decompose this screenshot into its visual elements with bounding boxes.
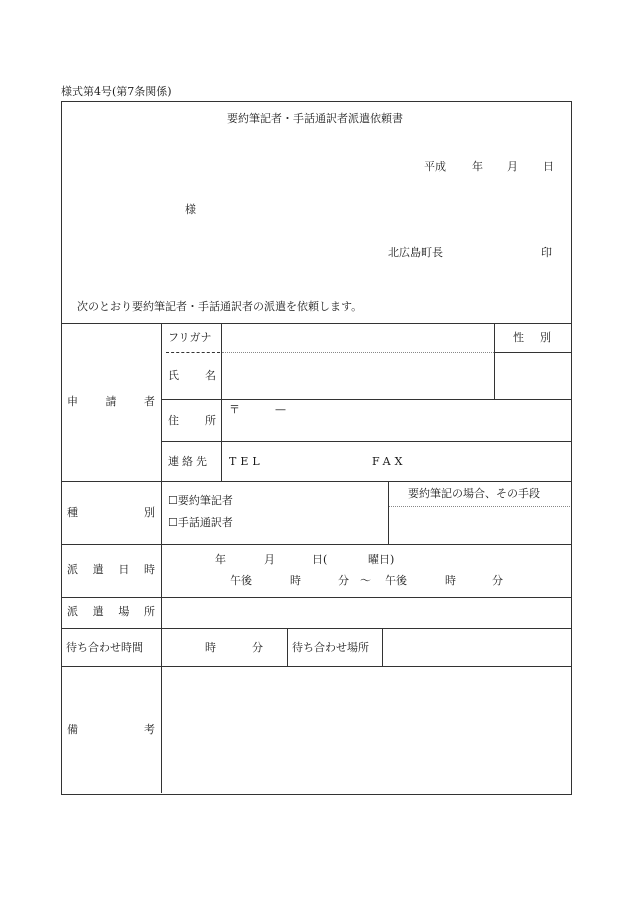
gender-field[interactable] bbox=[496, 353, 570, 398]
form-number: 様式第4号(第7条関係) bbox=[61, 85, 172, 98]
dispatch-place-label: 派 遣 場 所 bbox=[67, 605, 155, 618]
meeting-place-label: 待ち合わせ場所 bbox=[292, 641, 369, 654]
dispatch-minute-start: 分 bbox=[338, 574, 349, 587]
address-label: 住 所 bbox=[168, 414, 216, 427]
issuer-name: 北広島町長 bbox=[388, 246, 443, 259]
rule bbox=[221, 323, 222, 481]
dispatch-pm-end: 午後 bbox=[385, 574, 407, 587]
rule bbox=[161, 441, 571, 442]
furigana-label: フリガナ bbox=[168, 331, 212, 344]
furigana-field[interactable] bbox=[223, 324, 493, 352]
meeting-hour: 時 bbox=[205, 641, 216, 654]
remarks-label: 備 考 bbox=[67, 723, 155, 736]
addressee-suffix: 様 bbox=[185, 203, 196, 216]
gender-label: 性 別 bbox=[513, 331, 551, 344]
dispatch-month: 月 bbox=[264, 553, 275, 566]
rule bbox=[61, 544, 571, 545]
postal-dash: — bbox=[275, 403, 286, 416]
date-era: 平成 bbox=[424, 160, 446, 173]
dispatch-minute-end: 分 bbox=[492, 574, 503, 587]
date-day: 日 bbox=[543, 160, 554, 173]
dispatch-tilde: 〜 bbox=[360, 574, 371, 587]
intro-text: 次のとおり要約筆記者・手話通訳者の派遣を依頼します。 bbox=[77, 300, 363, 313]
dispatch-hour-start: 時 bbox=[290, 574, 301, 587]
rule bbox=[61, 481, 571, 482]
dispatch-place-field[interactable] bbox=[163, 599, 569, 627]
fax-label: FAX bbox=[372, 455, 407, 468]
name-label: 氏 名 bbox=[168, 369, 216, 382]
date-year: 年 bbox=[472, 160, 483, 173]
dispatch-pm-start: 午後 bbox=[230, 574, 252, 587]
method-label: 要約筆記の場合、その手段 bbox=[408, 487, 540, 500]
checkbox-icon[interactable]: ☐ bbox=[168, 494, 178, 507]
rule bbox=[494, 323, 495, 399]
meeting-minute: 分 bbox=[252, 641, 263, 654]
rule bbox=[388, 481, 389, 544]
label-column-divider bbox=[161, 323, 162, 793]
dispatch-hour-end: 時 bbox=[445, 574, 456, 587]
furigana-divider bbox=[166, 352, 220, 353]
remarks-field[interactable] bbox=[163, 668, 569, 792]
type-option-summarizer[interactable]: ☐要約筆記者 bbox=[168, 494, 233, 507]
rule bbox=[61, 666, 571, 667]
postal-mark: 〒 bbox=[229, 403, 240, 416]
tel-label: TEL bbox=[229, 455, 264, 468]
contact-label: 連絡先 bbox=[168, 455, 210, 468]
checkbox-icon[interactable]: ☐ bbox=[168, 516, 178, 529]
type-label: 種 別 bbox=[67, 506, 155, 519]
seal-mark: 印 bbox=[541, 246, 552, 259]
dispatch-weekday: 曜日) bbox=[368, 553, 395, 566]
dispatch-year: 年 bbox=[215, 553, 226, 566]
dispatch-day: 日( bbox=[312, 553, 328, 566]
meeting-place-field[interactable] bbox=[384, 630, 569, 665]
method-field[interactable] bbox=[390, 508, 569, 543]
type-option-interpreter[interactable]: ☐手話通訳者 bbox=[168, 516, 233, 529]
address-field[interactable] bbox=[223, 400, 569, 440]
form-title: 要約筆記者・手話通訳者派遣依頼書 bbox=[227, 112, 403, 125]
name-field[interactable] bbox=[223, 353, 493, 398]
dispatch-datetime-label: 派 遣 日 時 bbox=[67, 563, 155, 576]
meeting-time-label: 待ち合わせ時間 bbox=[66, 641, 143, 654]
rule bbox=[287, 628, 288, 666]
rule bbox=[61, 628, 571, 629]
date-month: 月 bbox=[507, 160, 518, 173]
rule bbox=[382, 628, 383, 666]
method-dotted-line bbox=[388, 506, 570, 507]
applicant-section-label: 申 請 者 bbox=[67, 395, 155, 408]
rule bbox=[61, 597, 571, 598]
